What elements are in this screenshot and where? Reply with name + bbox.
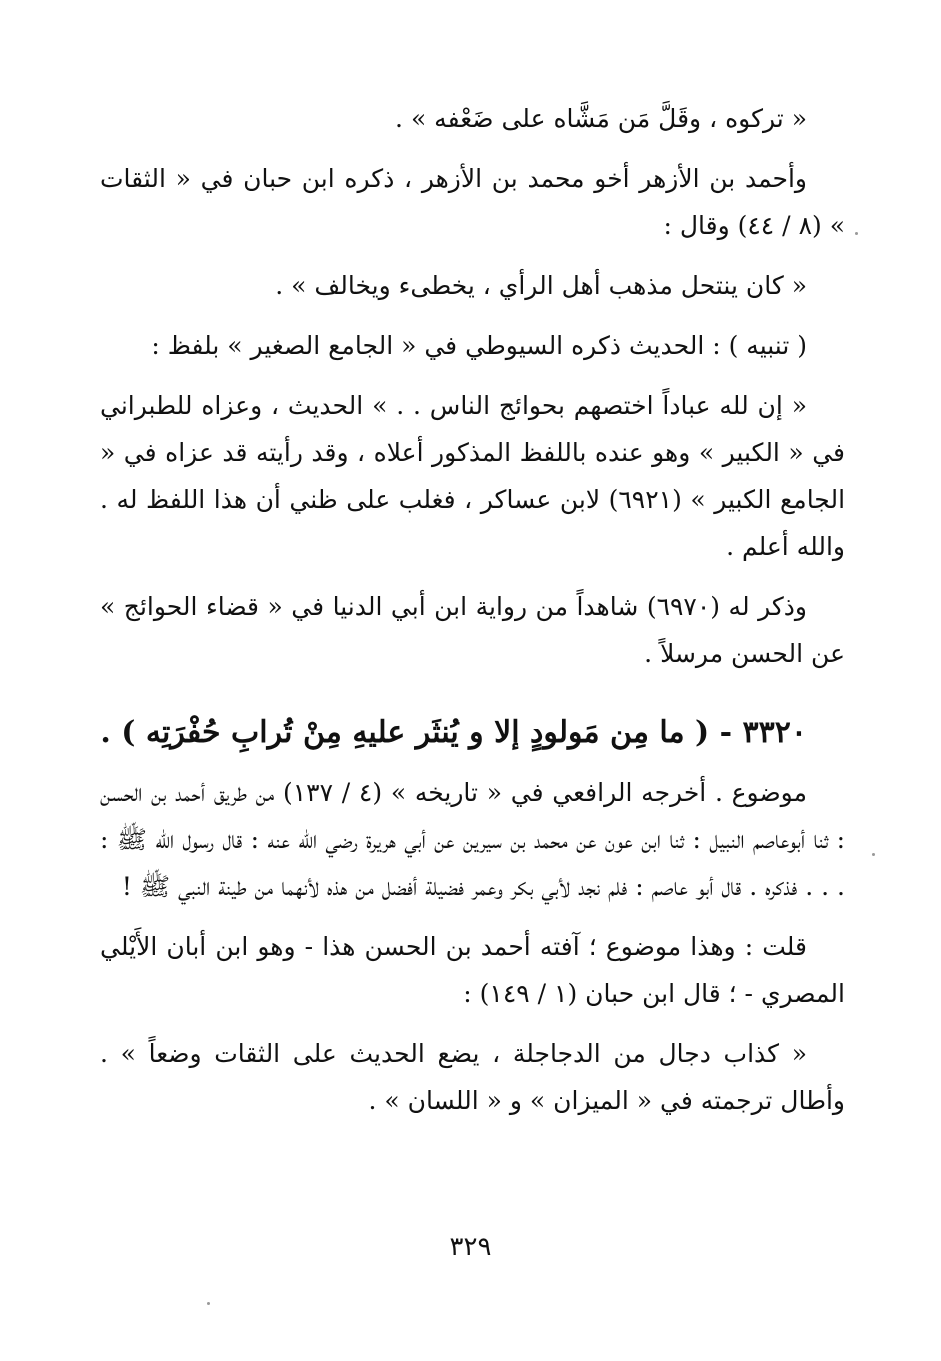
paragraph-kadhdhab: « كذاب دجال من الدجاجلة ، يضع الحديث على الثقات وضعاً » . وأطال ترجمته في « الميزان » و « اللسان » . xyxy=(100,1039,845,1115)
paragraph-quote-tarakuhu: « تركوه ، وقَلَّ مَن مَشَّاه على ضَعْفه » . xyxy=(395,104,807,133)
scan-speck xyxy=(855,232,858,235)
scan-speck xyxy=(872,853,875,856)
paragraph-hadith-text-tabarani: « إن لله عباداً اختصهم بحوائج الناس . . » الحديث ، وعزاه للطبراني في « الكبير » وهو عنده باللفظ المذكور أعلاه ، وقد رأيته قد عزاه في « الجامع الكبير » (٦٩٢١) لابن عساكر ، فغلب على ظني أن هذا اللفظ له . والله أعلم . xyxy=(100,391,846,561)
paragraph-qultu: قلت : وهذا موضوع ؛ آفته أحمد بن الحسن هذا - وهو ابن أبان الأَيْلي المصري - ؛ قال ابن حبان (١ / ١٤٩) : xyxy=(100,932,845,1008)
scan-speck xyxy=(207,1302,210,1305)
paragraph-tanbih: ( تنبيه ) : الحديث ذكره السيوطي في « الجامع الصغير » بلفظ : xyxy=(151,331,807,360)
paragraph-quote-ibn-hibban: « كان ينتحل مذهب أهل الرأي ، يخطىء ويخالف » . xyxy=(275,271,807,300)
paragraph-shahid-ibn-abi-dunya: وذكر له (٦٩٧٠) شاهداً من رواية ابن أبي الدنيا في « قضاء الحوائج » عن الحسن مرسلاً . xyxy=(100,592,845,668)
page-number: ٣٢٩ xyxy=(449,1232,492,1262)
page-body xyxy=(100,95,845,1137)
hadith-heading-3320: ٣٣٢٠ - ( ما مِن مَولودٍ إلا و يُنثَر عليهِ مِنْ تُرابِ حُفْرَتِه ) . xyxy=(100,715,807,750)
paragraph-ahmad-ibn-alazhar: وأحمد بن الأزهر أخو محمد بن الأزهر ، ذكره ابن حبان في « الثقات » (٨ / ٤٤) وقال : xyxy=(100,164,845,240)
paragraph-mawdu-takhrij: موضوع . أخرجه الرافعي في « تاريخه » (٤ / ١٣٧) من طريق أحمد بن الحسن : ثنا أبوعاصم النبيل : ثنا ابن عون عن محمد بن سيرين عن أبي هريرة رضي الله عنه : قال رسول الله ﷺ : . . . فذكره . قال أبو عاصم : فلم نجد لأبي بكر وعمر فضيلة أفضل من هذه لأنهما من طينة النبي ﷺ ! xyxy=(100,778,845,901)
